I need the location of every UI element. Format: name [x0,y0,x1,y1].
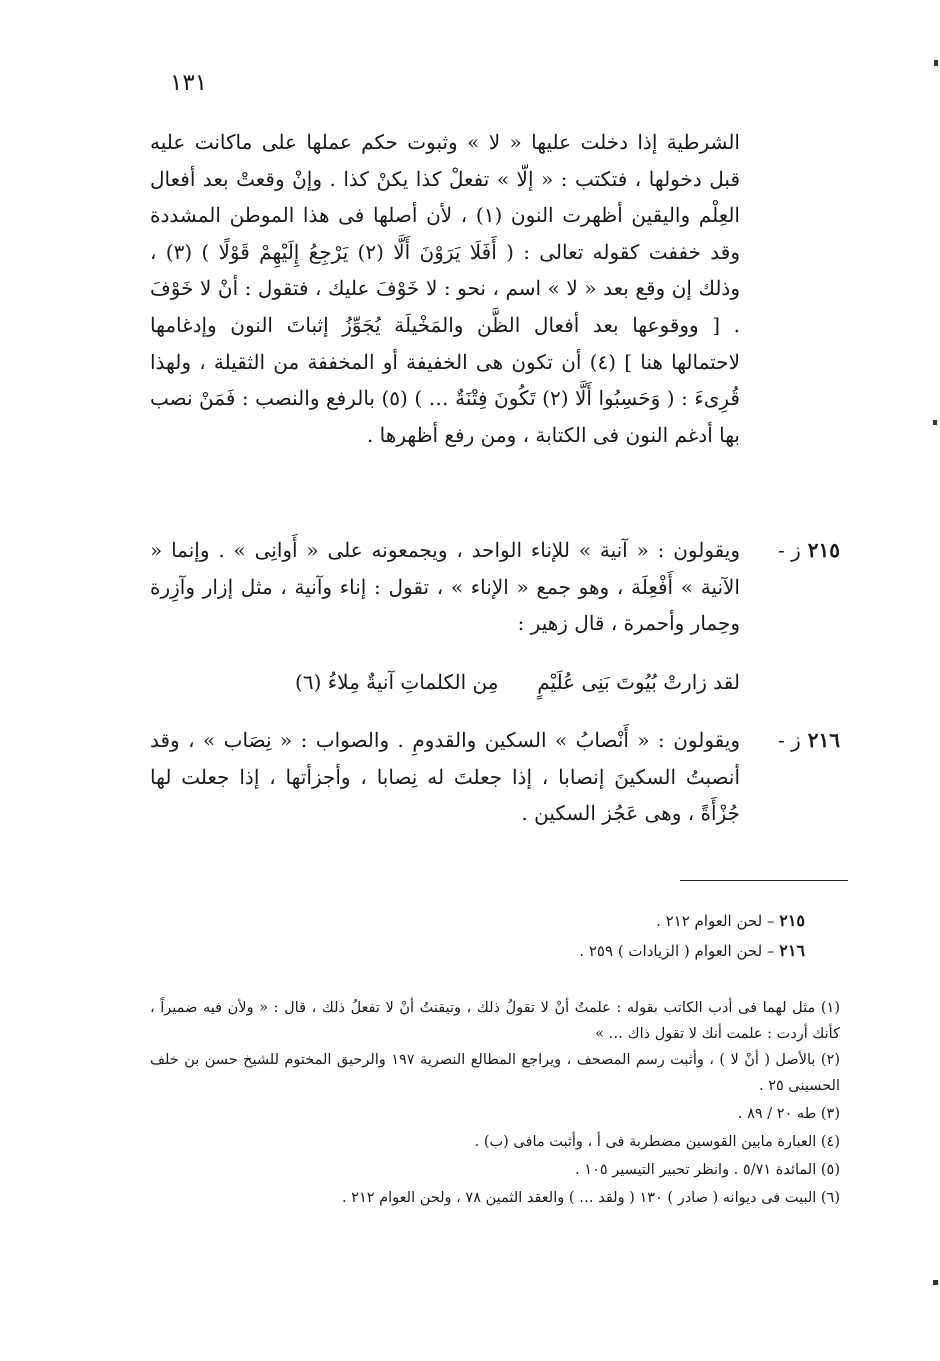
footnote-1: (١) مثل لهما فى أدب الكاتب بقوله : علمتُ أنْ لا تقولُ ذلك ، وتيقنتُ أنْ لا تفعلُ ذلك ، قال : « ولأن فيه ضميراً ، كأنك أردت : علمت أنك لا تقول ذاك … » [150,1000,840,1042]
footnote-6: (٦) البيت فى ديوانه ( صادر ) ١٣٠ ( ولقد … ) والعقد الثمين ٧٨ ، ولحن العوام ٢١٢ . [341,1190,840,1206]
entry-215 [150,532,840,642]
intro-paragraph: الشرطية إذا دخلت عليها « لا » وثبوت حكم عملها على ماكانت عليه قبل دخولها ، فتكتب : « إلّا » تفعلْ كذا يكنْ كذا . وإنْ وقعتْ بعد أفعال العِلْم واليقين أظهرت النون (١) ، لأن أصلها فى هذا الموطن المشددة وقد خففت كقوله تعالى : ( أَفَلَا يَرَوْنَ أَلَّا (٢) يَرْجِعُ إِلَيْهِمْ قَوْلًا ) (٣) ، وذلك إن وقع بعد « لا » اسم ، نحو : لا خَوْفَ عليك ، فتقول : أنْ لا خَوْفَ . [ ووقوعها بعد أفعال الظَّن والمَخْيلَة يُجَوِّزُ إثباتَ النون وإدغامها لاحتمالها هنا ] (٤) أن تكون هى الخفيفة أو المخففة من الثقيلة ، ولهذا قُرِىءَ : ( وَحَسِبُوا أَلَّا (٢) تَكُونَ فِتْنَةٌ … ) (٥) بالرفع والنصب : فَمَنْ نصب بها أدغم النون فى الكتابة ، ومن رفع أظهرها . [150,130,740,447]
source-line: ٢١٦ – لحن العوام ( الزيادات ) ٢٥٩ . [579,941,805,960]
poetry-verse [295,664,740,700]
source-references [125,906,805,966]
scan-mark [934,60,938,66]
page-number: ١٣١ [170,70,208,96]
verse-hemistich-1: لقد زارتْ بُيُوتَ بَنِى عُلَيْمٍ [537,670,740,694]
footnote-2: (٢) بالأصل ( أنْ لا ) ، وأثبت رسم المصحف ، ويراجع المطالع النصرية ١٩٧ والرحيق المختوم للشيخ حسن بن خلف الحسينى ٢٥ . [150,1052,841,1094]
footnotes [150,995,840,1211]
scan-mark [933,1280,938,1285]
footnote-3: (٣) طه ٢٠ / ٨٩ . [737,1106,840,1122]
verse-hemistich-2: مِن الكلماتِ آنيةٌ مِلاءُ (٦) [295,670,499,694]
footnote-4: (٤) العبارة مابين القوسين مضطربة فى أ ، وأثبت مافى (ب) . [474,1134,840,1150]
footnote-separator [680,880,848,881]
entry-text: ويقولون : « أَنْصابُ » السكين والقدومِ . والصواب : « نِصَاب » ، وقد أنصبتُ السكينَ إنصابا ، إذا جعلتَ له نِصابا ، وأجزأتها ، إذا جعلت لها جُزْأَةً ، وهى عَجُز السكين . [150,728,740,826]
source-line: ٢١٥ – لحن العوام ٢١٢ . [656,911,805,930]
scan-mark [933,420,937,425]
footnote-5: (٥) المائدة ٥/٧١ . وانظر تحبير التيسير ١٠٥ . [575,1162,840,1178]
entry-216 [150,722,840,832]
entry-number: ٢١٦ ز - [778,728,840,752]
entry-text: ويقولون : « آنية » للإناء الواحد ، ويجمعونه على « أَوانِى » . وإنما « الآنية » أَفْعِلَة ، وهو جمع « الإناء » ، تقول : إناء وآنية ، مثل إزار وآزِرة وحِمار وأحمرة ، قال زهير : [150,538,740,636]
entry-number: ٢١٥ ز - [778,538,840,562]
